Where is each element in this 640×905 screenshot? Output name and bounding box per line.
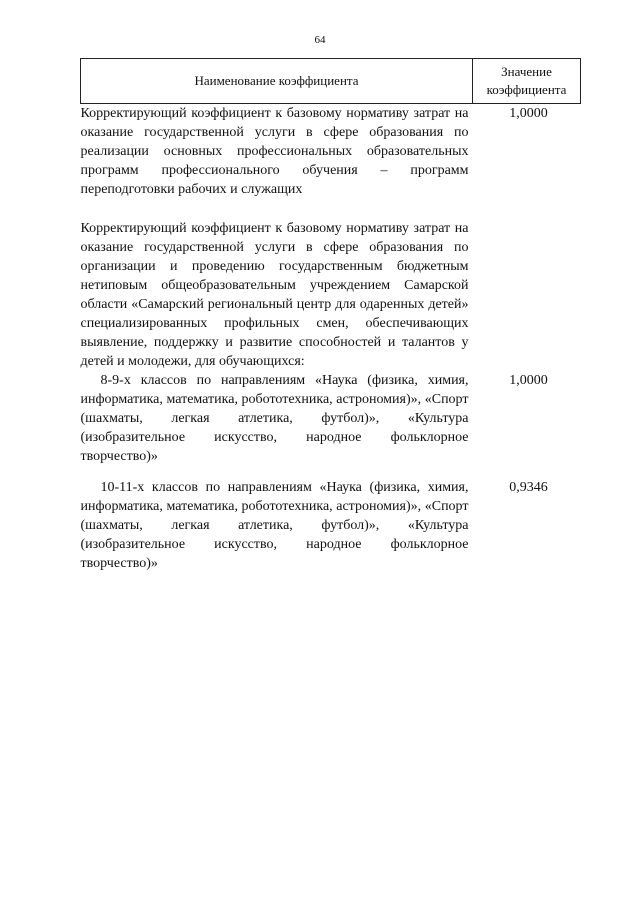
table-row [81,104,581,200]
row-spacer [81,199,581,219]
table-row [81,478,581,573]
group-intro-value [473,219,581,371]
table-row [81,371,581,466]
coefficient-value: 0,9346 [509,480,548,495]
coefficient-value: 1,0000 [509,373,548,388]
column-header-value-line2: коэффициента [486,82,567,97]
coefficient-name: 10-11-х классов по направлениям «Наука (физика, химия, информатика, математика, робототехника, астрономия)», «Спорт (шахматы, легкая атлетика, футбол)», «Культура (изобразительное искусство, народное фольклорное творчество)» [80,480,469,571]
coefficient-value: 1,0000 [509,106,548,121]
page-number: 64 [314,34,326,46]
row-spacer [81,466,581,478]
table-row-group-intro [81,219,581,371]
coefficient-table [80,58,581,573]
column-header-value-line1: Значение [501,64,552,79]
group-intro-text: Корректирующий коэффициент к базовому нормативу затрат на оказание государственной услуги в сфере образования по организации и проведению государственным бюджетным нетиповым общеобразовательным учреждением Самарской области «Самарский региональный центр для одаренных детей» специализированных профильных смен, обеспечивающих выявление, поддержку и развитие способностей и талантов у детей и молодежи, для обучающихся: [80,221,469,369]
coefficient-name: Корректирующий коэффициент к базовому нормативу затрат на оказание государственной услуги в сфере образования по реализации основных профессиональных образовательных программ профессионального обучения – программ переподготовки рабочих и служащих [80,106,469,197]
column-header-value [473,59,581,104]
column-header-name: Наименование коэффициента [81,59,473,104]
coefficient-name: 8-9-х классов по направлениям «Наука (физика, химия, информатика, математика, робототехника, астрономия)», «Спорт (шахматы, легкая атлетика, футбол)», «Культура (изобразительное искусство, народное фольклорное творчество)» [80,373,469,464]
table-header-row [81,59,581,104]
